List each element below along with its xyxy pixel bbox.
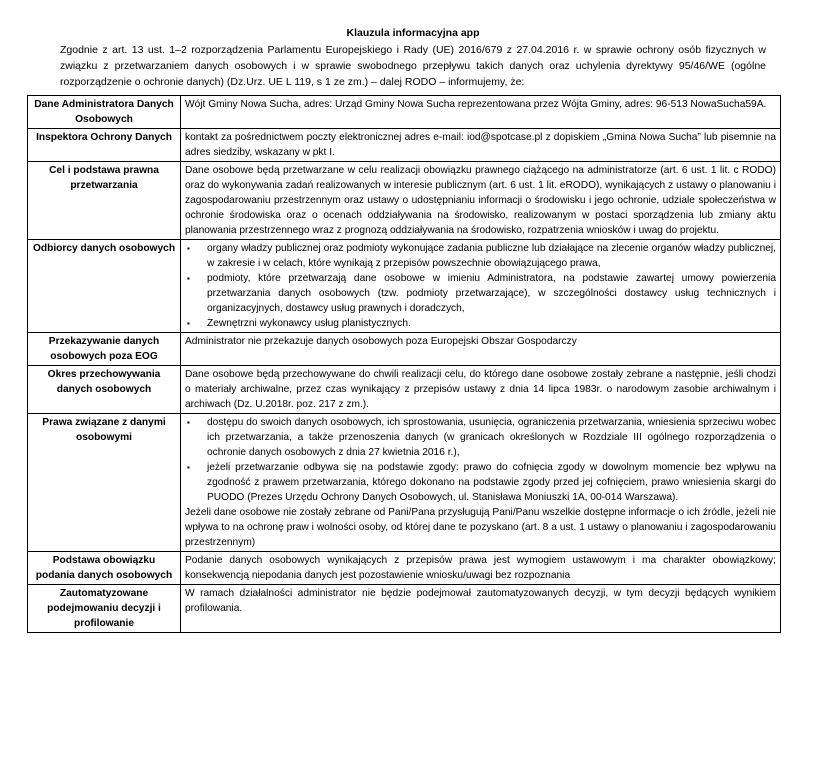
recipients-list xyxy=(185,241,776,331)
row-label-transfer: Przekazywanie danych osobowych poza EOG xyxy=(28,333,181,366)
row-value-administrator: Wójt Gminy Nowa Sucha, adres: Urząd Gminy Nowa Sucha reprezentowana przez Wójta Gminy, adres: 96-513 NowaSucha59A. xyxy=(181,96,781,129)
row-value-transfer: Administrator nie przekazuje danych osobowych poza Europejski Obszar Gospodarczy xyxy=(181,333,781,366)
row-label-obligation: Podstawa obowiązku podania danych osobowych xyxy=(28,552,181,585)
row-value-rights xyxy=(181,414,781,552)
table-row xyxy=(28,366,781,414)
table-row xyxy=(28,129,781,162)
intro-text: Zgodnie z art. 13 ust. 1–2 rozporządzenia Parlamentu Europejskiego i Rady (UE) 2016/679 z 27.04.2016 r. w sprawie ochrony osób fizycznych w związku z przetwarzaniem danych osobowych i w sprawie swobodnego przepływu takich danych oraz uchylenia dyrektywy 95/46/WE (ogólne rozporządzenie o ochronie danych) (Dz.Urz. UE L 119, s 1 ze zm.) – dalej RODO – informujemy, że: xyxy=(60,44,766,88)
row-label-purpose: Cel i podstawa prawna przetwarzania xyxy=(28,162,181,240)
list-item: ▪ dostępu do swoich danych osobowych, ich sprostowania, usunięcia, ograniczenia przetwarzania, wniesienia sprzeciwu wobec ich przetwarzania, a także przenoszenia danych (w granicach określonych w Rozdziale III ogólnego rozporządzenia o ochronie danych osobowych z dnia 27 kwietnia 2016 r.), xyxy=(185,415,776,460)
row-value-automated: W ramach działalności administrator nie będzie podejmował zautomatyzowanych decyzji, w tym decyzji będących wynikiem profilowania. xyxy=(181,585,781,633)
list-item: ▪ Zewnętrzni wykonawcy usług planistycznych. xyxy=(185,316,776,331)
row-value-retention: Dane osobowe będą przechowywane do chwili realizacji celu, do którego dane osobowe zostały zebrane a następnie, jeśli chodzi o materiały archiwalne, przez czas wynikający z przepisów ustawy z dnia 14 lipca 1983r. o narodowym zasobie archiwalnym i archiwach (Dz. U.2018r. poz. 217 z zm.). xyxy=(181,366,781,414)
document-title: Klauzula informacyjna app xyxy=(346,27,480,39)
table-row xyxy=(28,552,781,585)
table-row xyxy=(28,414,781,552)
list-item: ▪ jeżeli przetwarzanie odbywa się na podstawie zgody: prawo do cofnięcia zgody w dowolnym momencie bez wpływu na zgodność z prawem przetwarzania, którego dokonano na podstawie zgody przed jej cofnięciem, prawo wniesienia skargi do PUODO (Prezes Urzędu Ochrony Danych Osobowych, ul. Stanisława Moniuszki 1A, 00-014 Warszawa). xyxy=(185,460,776,505)
table-row xyxy=(28,585,781,633)
table-row xyxy=(28,96,781,129)
list-item: ▪ organy władzy publicznej oraz podmioty wykonujące zadania publiczne lub działające na zlecenie organów władzy publicznej, w zakresie i w celach, które wynikają z przepisów powszechnie obowiązującego prawa, xyxy=(185,241,776,271)
rights-list xyxy=(185,415,776,505)
row-value-iod: kontakt za pośrednictwem poczty elektronicznej adres e-mail: iod@spotcase.pl z dopiskiem „Gmina Nowa Sucha” lub pisemnie na adres siedziby, wskazany w pkt I. xyxy=(181,129,781,162)
row-value-purpose: Dane osobowe będą przetwarzane w celu realizacji obowiązku prawnego ciążącego na administratorze (art. 6 ust. 1 lit. c RODO) oraz do wykonywania zadań realizowanych w interesie publicznym (art. 6 ust. 1 lit. eRODO), wynikających z ustawy o planowaniu i zagospodarowaniu przestrzennym oraz ustawy o udostępnianiu informacji o środowisku i jego ochronie, udziale społeczeństwa w ochronie środowiska oraz o ocenach oddziaływania na środowisko, realizowanym w postaci sporządzenia lub zmiany aktu planowania przestrzennego wraz z prognozą oddziaływania na środowisko, rozpatrzenia wniosków i uwag do projektu. xyxy=(181,162,781,240)
information-table xyxy=(27,95,781,633)
row-label-retention: Okres przechowywania danych osobowych xyxy=(28,366,181,414)
row-value-recipients xyxy=(181,240,781,333)
table-row xyxy=(28,240,781,333)
list-item: ▪ podmioty, które przetwarzają dane osobowe w imieniu Administratora, na podstawie zawartej umowy powierzenia przetwarzania danych osobowych (tzw. podmioty przetwarzające), w szczególności dostawcy usług technicznych i organizacyjnych, dostawcy usług prawnych i doradczych, xyxy=(185,271,776,316)
row-value-obligation: Podanie danych osobowych wynikających z przepisów prawa jest wymogiem ustawowym i ma charakter obowiązkowy; konsekwencją niepodania danych jest pozostawienie wniosku/uwagi bez rozpoznania xyxy=(181,552,781,585)
row-label-administrator: Dane Administratora Danych Osobowych xyxy=(28,96,181,129)
row-label-rights: Prawa związane z danymi osobowymi xyxy=(28,414,181,552)
row-label-automated: Zautomatyzowane podejmowaniu decyzji i profilowanie xyxy=(28,585,181,633)
row-label-iod: Inspektora Ochrony Danych xyxy=(28,129,181,162)
table-row xyxy=(28,162,781,240)
intro-paragraph xyxy=(60,42,766,90)
row-label-recipients: Odbiorcy danych osobowych xyxy=(28,240,181,333)
table-row xyxy=(28,333,781,366)
rights-note: Jeżeli dane osobowe nie zostały zebrane od Pani/Pana przysługują Pani/Panu wszelkie dostępne informacje o ich źródle, jeżeli nie wpływa to na ochronę praw i wolności osoby, od której dane te pozyskano (art. 8 a ust. 1 ustawy o planowaniu i zagospodarowaniu przestrzennym) xyxy=(185,507,776,548)
